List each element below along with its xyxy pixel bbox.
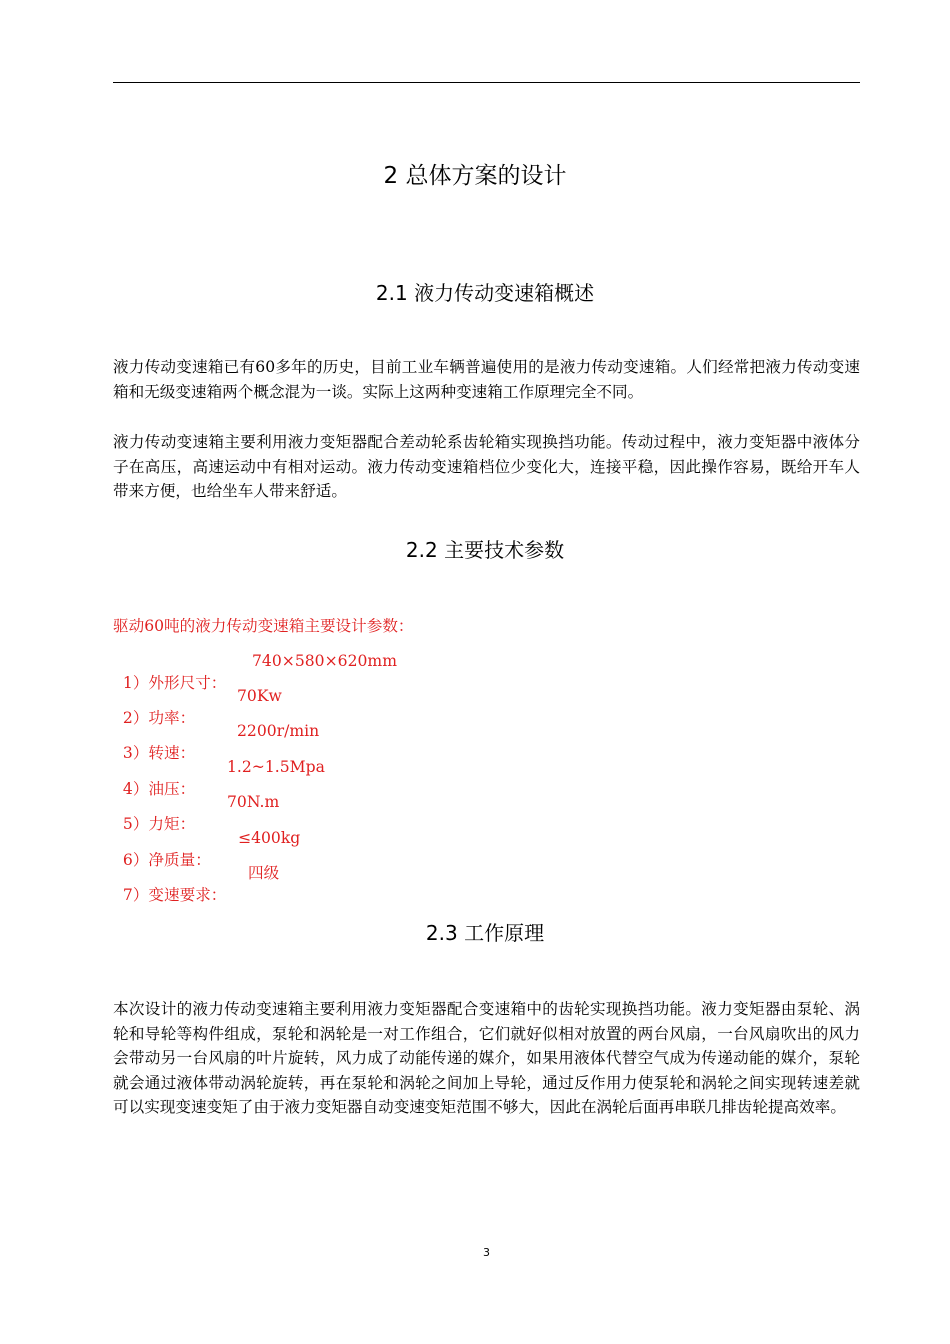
parameter-value: 740×580×620mm [252,652,397,670]
parameter-value: ≤400kg [238,829,301,847]
header-rule [113,82,860,83]
parameter-value: 70N.m [227,793,280,811]
principle-paragraph: 本次设计的液力传动变速箱主要利用液力变矩器配合变速箱中的齿轮实现换挡功能。液力变矩器由泵轮、涡轮和导轮等构件组成，泵轮和涡轮是一对工作组合，它们就好似相对放置的两台风扇，一台风扇吹出的风力会带动另一台风扇的叶片旋转，风力成了动能传递的媒介，如果用液体代替空气成为传递动能的媒介，泵轮就会通过液体带动涡轮旋转，再在泵轮和涡轮之间加上导轮，通过反作用力使泵轮和涡轮之间实现转速差就可以实现变速变矩了由于液力变矩器自动变速变矩范围不够大，因此在涡轮后面再串联几排齿轮提高效率。 [113,1000,860,1116]
parameter-label: 4）油压： [122,780,196,798]
parameter-label: 7）变速要求： [122,886,227,904]
parameter-label: 6）净质量： [122,851,211,869]
overview-paragraph-1: 液力传动变速箱已有60多年的历史，目前工业车辆普遍使用的是液力传动变速箱。人们经常把液力传动变速箱和无级变速箱两个概念混为一谈。实际上这两种变速箱工作原理完全不同。 [113,358,860,401]
page-number: 3 [483,1246,490,1259]
parameter-value: 四级 [248,864,280,882]
parameter-value: 2200r/min [237,722,320,740]
chapter-title: 2 总体方案的设计 [383,163,567,189]
parameter-label: 5）力矩： [122,815,196,833]
section-title-parameters: 2.2 主要技术参数 [405,538,565,562]
parameters-intro: 驱动60吨的液力传动变速箱主要设计参数： [113,617,414,635]
parameter-label: 3）转速： [122,744,196,762]
parameter-label: 1）外形尺寸： [122,674,227,692]
section-title-principle: 2.3 工作原理 [425,921,545,945]
parameter-value: 70Kw [237,687,282,705]
section-title-overview: 2.1 液力传动变速箱概述 [375,281,595,305]
parameter-label: 2）功率： [122,709,196,727]
parameter-value: 1.2~1.5Mpa [227,758,325,776]
overview-paragraph-2: 液力传动变速箱主要利用液力变矩器配合差动轮系齿轮箱实现换挡功能。传动过程中，液力变矩器中液体分子在高压，高速运动中有相对运动。液力传动变速箱档位少变化大，连接平稳，因此操作容易，既给开车人带来方便，也给坐车人带来舒适。 [113,433,860,500]
